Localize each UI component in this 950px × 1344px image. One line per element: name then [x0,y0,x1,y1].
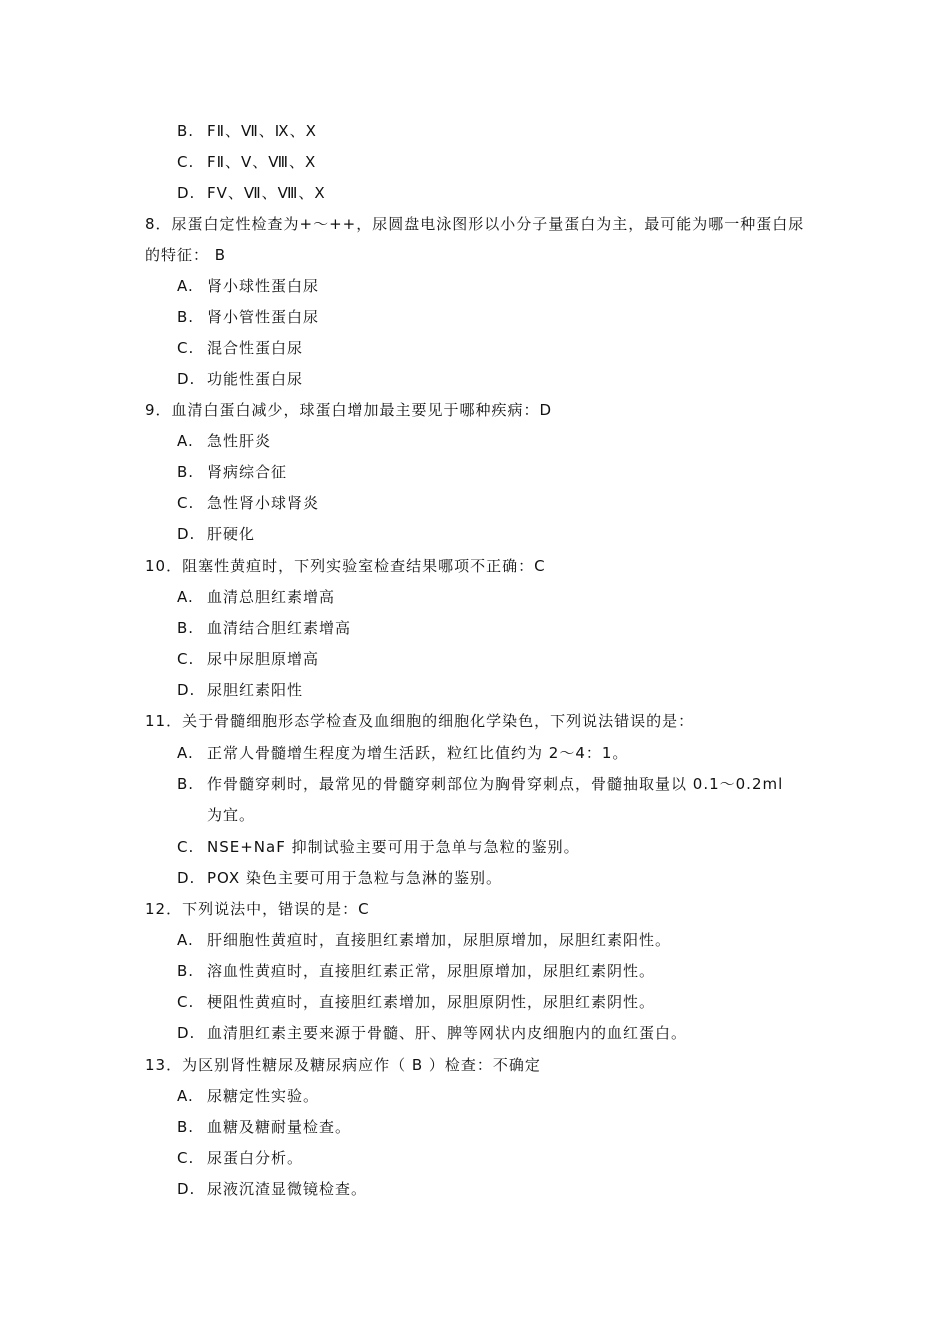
question-12: 12．下列说法中，错误的是：C [145,900,370,918]
option-letter: D. [177,681,196,699]
option-q11-c [177,837,580,857]
option-letter: B. [177,619,195,637]
option-q9-a [177,431,271,451]
option-q11-b-continued: 为宜。 [207,806,256,824]
option-text: NSE+NaF 抑制试验主要可用于急单与急粒的鉴别。 [207,838,580,856]
question-8-continued: 的特征： B [145,246,227,264]
option-letter: C. [177,153,195,171]
option-letter: D. [177,1180,196,1198]
option-q12-c [177,992,655,1012]
option-letter: D. [177,1024,196,1042]
question-11: 11．关于骨髓细胞形态学检查及血细胞的细胞化学染色，下列说法错误的是： [145,712,695,730]
option-q9-b [177,462,287,482]
question-8: 8．尿蛋白定性检查为+～++，尿圆盘电泳图形以小分子量蛋白为主，最可能为哪一种蛋白尿 [145,215,805,233]
option-q11-b [177,774,783,794]
option-text: 尿蛋白分析。 [207,1149,304,1167]
option-letter: D. [177,525,196,543]
option-letter: C. [177,838,195,856]
option-q12-a [177,930,671,950]
option-text: 血清胆红素主要来源于骨髓、肝、脾等网状内皮细胞内的血红蛋白。 [207,1024,688,1042]
option-q10-d [177,680,303,700]
option-text: FⅡ、Ⅶ、Ⅸ、Ⅹ [207,122,317,140]
option-letter: C. [177,650,195,668]
option-letter: B. [177,962,195,980]
option-q11-d [177,868,502,888]
option-text: 血清总胆红素增高 [207,588,336,606]
option-q12-d [177,1023,687,1043]
option-q7-d [177,183,326,203]
option-letter: A. [177,744,194,762]
option-text: 急性肾小球肾炎 [207,494,320,512]
option-q8-c [177,338,303,358]
option-text: 急性肝炎 [207,432,272,450]
option-q12-b [177,961,655,981]
option-q13-c [177,1148,303,1168]
option-text: 尿胆红素阳性 [207,681,304,699]
option-letter: B. [177,775,195,793]
option-q8-b [177,307,319,327]
option-letter: C. [177,494,195,512]
option-q7-b [177,121,317,141]
option-text: 溶血性黄疸时，直接胆红素正常，尿胆原增加，尿胆红素阴性。 [207,962,656,980]
option-letter: A. [177,277,194,295]
option-letter: A. [177,1087,194,1105]
option-letter: C. [177,1149,195,1167]
option-text: 肾病综合征 [207,463,288,481]
option-text: 功能性蛋白尿 [207,370,304,388]
option-q10-a [177,587,335,607]
option-letter: B. [177,463,195,481]
option-q10-b [177,618,351,638]
option-letter: B. [177,308,195,326]
option-text: 作骨髓穿刺时，最常见的骨髓穿刺部位为胸骨穿刺点，骨髓抽取量以 0.1～0.2ml [207,775,784,793]
option-letter: C. [177,993,195,1011]
option-text: 尿糖定性实验。 [207,1087,320,1105]
option-q8-d [177,369,303,389]
option-letter: B. [177,1118,195,1136]
option-letter: A. [177,432,194,450]
option-text: 肝细胞性黄疸时，直接胆红素增加，尿胆原增加，尿胆红素阳性。 [207,931,672,949]
option-letter: D. [177,370,196,388]
option-text: 肝硬化 [207,525,256,543]
option-text: 混合性蛋白尿 [207,339,304,357]
option-letter: D. [177,184,196,202]
option-text: 血清结合胆红素增高 [207,619,352,637]
option-q10-c [177,649,319,669]
option-q11-a [177,743,628,763]
option-text: POX 染色主要可用于急粒与急淋的鉴别。 [207,869,502,887]
option-text: 正常人骨髓增生程度为增生活跃，粒红比值约为 2～4：1。 [207,744,629,762]
option-text: 肾小管性蛋白尿 [207,308,320,326]
option-text: 肾小球性蛋白尿 [207,277,320,295]
option-q8-a [177,276,319,296]
option-text: 梗阻性黄疸时，直接胆红素增加，尿胆原阴性，尿胆红素阴性。 [207,993,656,1011]
option-text: 尿液沉渣显微镜检查。 [207,1180,368,1198]
option-q7-c [177,152,316,172]
option-letter: B. [177,122,195,140]
question-10: 10．阻塞性黄疸时，下列实验室检查结果哪项不正确：C [145,557,546,575]
option-q13-b [177,1117,351,1137]
option-text: 尿中尿胆原增高 [207,650,320,668]
option-text: FⅡ、Ⅴ、Ⅷ、Ⅹ [207,153,317,171]
option-q13-d [177,1179,367,1199]
option-letter: D. [177,869,196,887]
question-13: 13．为区别肾性糖尿及糖尿病应作（ B ）检查：不确定 [145,1056,541,1074]
option-q9-d [177,524,255,544]
option-q13-a [177,1086,319,1106]
option-letter: A. [177,588,194,606]
option-letter: A. [177,931,194,949]
option-text: 血糖及糖耐量检查。 [207,1118,352,1136]
option-text: FⅤ、Ⅶ、Ⅷ、Ⅹ [207,184,326,202]
option-letter: C. [177,339,195,357]
question-9: 9．血清白蛋白减少，球蛋白增加最主要见于哪种疾病：D [145,401,553,419]
option-q9-c [177,493,319,513]
